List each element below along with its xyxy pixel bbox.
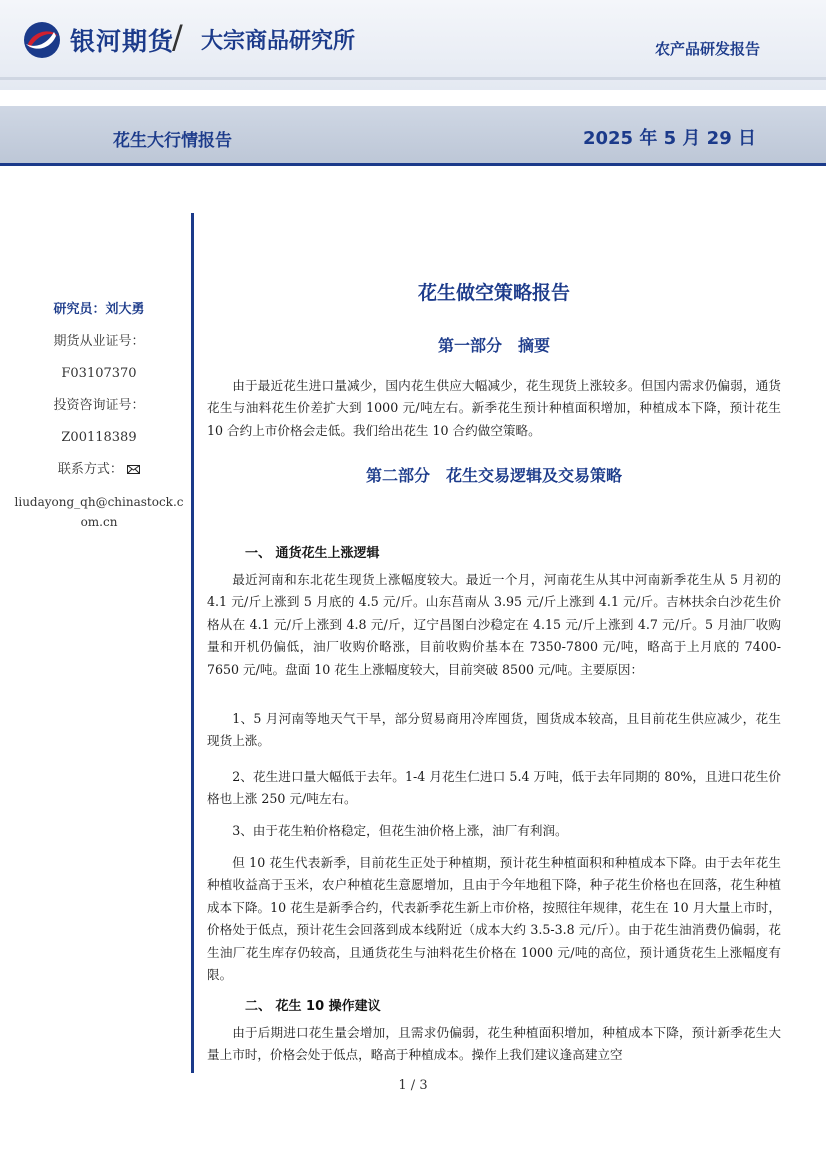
contact-email[interactable]: liudayong_qh@chinastock.com.cn <box>14 495 184 529</box>
analyst-sidebar <box>14 294 184 532</box>
futures-cert-label: 期货从业证号： <box>53 334 145 349</box>
futures-cert-number: F03107370 <box>61 366 137 381</box>
contact-label: 联系方式： <box>57 462 123 477</box>
analyst-name: 研究员：刘大勇 <box>53 302 145 317</box>
band-title: 花生大行情报告 <box>113 131 232 151</box>
section1-paragraph-3: 2、花生进口量大幅低于去年。1-4 月花生仁进口 5.4 万吨，低于去年同期的 80%，且进口花生价格也上涨 250 元/吨左右。 <box>207 769 781 807</box>
report-title: 花生做空策略报告 <box>417 282 570 304</box>
header-rule <box>0 77 826 80</box>
contact-row <box>14 454 184 486</box>
page-header <box>0 0 826 90</box>
section1-paragraph-1: 最近河南和东北花生现货上涨幅度较大。最近一个月，河南花生从其中河南新季花生从 5 月初的 4.1 元/斤上涨到 5 月底的 4.5 元/斤。山东莒南从 3.95 元/斤上涨到 4.1 元/斤。吉林扶余白沙花生价格从在 4.1 元/斤上涨到 4.8 元/斤，辽宁昌图白沙稳定在 4.15 元/斤上涨到 4.7 元/斤。5 月油厂收购量和开机仍偏低，油厂收购价略涨，目前收购价基本在 7350-7800 元/吨，略高于上月底的 7400-7650 元/吨。盘面 10 花生上涨幅度较大，目前突破 8500 元/吨。主要原因： <box>207 572 781 677</box>
mail-icon <box>127 465 140 474</box>
header-divider: / <box>172 18 183 56</box>
section2-heading: 二、 花生 10 操作建议 <box>245 999 381 1014</box>
invest-cert-number: Z00118389 <box>61 430 137 445</box>
title-band <box>0 106 826 166</box>
report-type: 农产品研发报告 <box>654 40 760 58</box>
brand-name: 银河期货 <box>70 27 175 56</box>
section1-paragraph-5: 但 10 花生代表新季，目前花生正处于种植期，预计花生种植面积和种植成本下降。由于去年花生种植收益高于玉米，农户种植花生意愿增加，且由于今年地租下降，种子花生价格也在回落，花生种植成本下降。10 花生是新季合约，代表新季花生新上市价格，按照往年规律，花生在 10 月大量上市时，价格处于低点，预计花生会回落到成本线附近（成本大约 3.5-3.8 元/斤）。由于花生油消费仍偏弱，花生油厂花生库存仍较高，且通货花生与油料花生价格在 1000 元/吨的高位，预计通货花生上涨幅度有限。 <box>207 855 781 983</box>
part1-heading: 第一部分 摘要 <box>437 336 550 355</box>
section2-paragraph-1: 由于后期进口花生量会增加，且需求仍偏弱，花生种植面积增加，种植成本下降，预计新季花生大量上市时，价格会处于低点，略高于种植成本。操作上我们建议逢高建立空 <box>207 1025 781 1063</box>
section1-heading: 一、 通货花生上涨逻辑 <box>245 546 380 561</box>
sidebar-divider <box>191 213 194 1073</box>
section1-paragraph-2: 1、5 月河南等地天气干旱，部分贸易商用冷库囤货，囤货成本较高，且目前花生供应减少，花生现货上涨。 <box>207 711 781 749</box>
section1-paragraph-4: 3、由于花生粕价格稳定，但花生油价格上涨，油厂有利润。 <box>232 823 568 838</box>
galaxy-logo-icon <box>22 20 62 60</box>
institute-name: 大宗商品研究所 <box>201 29 356 54</box>
part1-summary: 由于最近花生进口量减少，国内花生供应大幅减少，花生现货上涨较多。但国内需求仍偏弱，通货花生与油料花生价差扩大到 1000 元/吨左右。新季花生预计种植面积增加，种植成本下降，预计花生 10 合约上市价格会走低。我们给出花生 10 合约做空策略。 <box>207 378 781 438</box>
band-rule <box>0 163 826 166</box>
report-date: 2025 年 5 月 29 日 <box>582 128 756 149</box>
invest-cert-label: 投资咨询证号： <box>53 398 145 413</box>
page-number: 1 / 3 <box>398 1078 428 1093</box>
part2-heading: 第二部分 花生交易逻辑及交易策略 <box>365 466 622 485</box>
